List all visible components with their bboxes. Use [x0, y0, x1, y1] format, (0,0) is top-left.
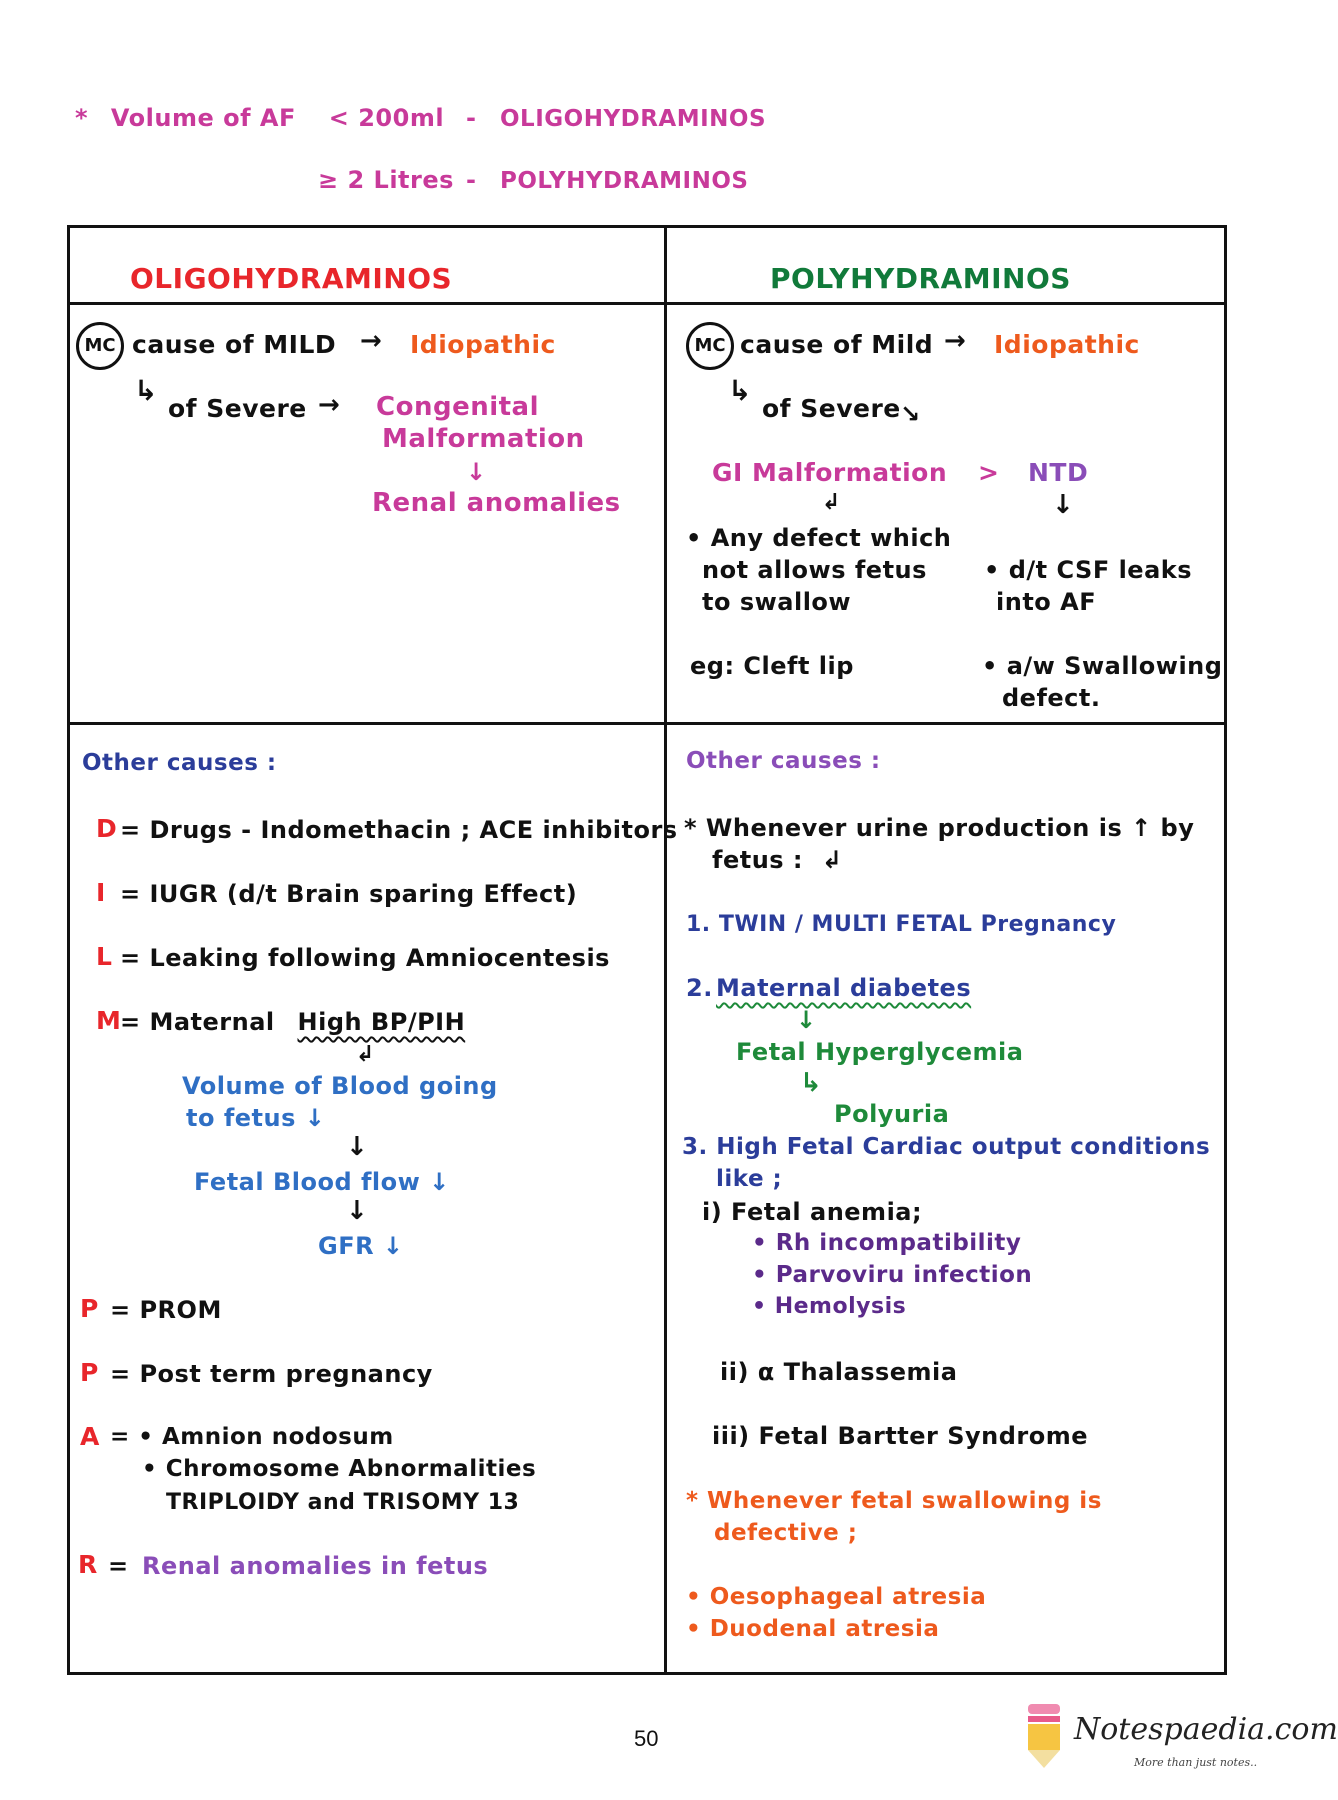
- greater-than: >: [978, 458, 1000, 487]
- twin-pregnancy: 1. TWIN / MULTI FETAL Pregnancy: [686, 912, 1117, 937]
- mild-value: Idiopathic: [410, 330, 556, 359]
- hook-arrow-icon: ↳: [134, 374, 158, 407]
- page-number: 50: [634, 1726, 659, 1751]
- table-divider-middle: [67, 722, 1227, 725]
- volume-high: ≥ 2 Litres: [318, 166, 454, 194]
- mnemonic-p2: P: [80, 1358, 99, 1387]
- arrow-down-icon: ↓: [1052, 490, 1075, 520]
- dash: -: [466, 104, 477, 132]
- hook-arrow-icon: ↲: [821, 846, 843, 874]
- mnemonic-i-text: = IUGR (d/t Brain sparing Effect): [120, 880, 578, 908]
- mild-value: Idiopathic: [994, 330, 1140, 359]
- fetal-anemia: i) Fetal anemia;: [702, 1198, 923, 1226]
- fetal-hyperglycemia: Fetal Hyperglycemia: [736, 1038, 1024, 1066]
- hemolysis: • Hemolysis: [752, 1294, 907, 1319]
- ntd-desc-3: • a/w Swallowing: [982, 652, 1223, 680]
- header-line-1: [75, 104, 444, 132]
- mnemonic-a: A: [80, 1422, 100, 1451]
- mnemonic-d-text: = Drugs - Indomethacin ; ACE inhibitors: [120, 816, 678, 844]
- arrow-down-icon: ↓: [346, 1132, 369, 1162]
- mnemonic-p1-text: = PROM: [110, 1296, 222, 1324]
- table-divider-vertical: [664, 225, 667, 1675]
- thalassemia: ii) α Thalassemia: [720, 1358, 958, 1386]
- arrow-down-icon: ↓: [466, 458, 487, 486]
- rh-incompatibility: • Rh incompatibility: [752, 1230, 1022, 1256]
- mnemonic-p2-text: = Post term pregnancy: [110, 1360, 433, 1388]
- gi-malformation: GI Malformation: [712, 458, 948, 487]
- volume-low: < 200ml: [328, 104, 445, 132]
- arrow-down-right-icon: ↘: [900, 400, 921, 428]
- ntd-desc-2: into AF: [996, 588, 1097, 616]
- dash: -: [466, 166, 477, 194]
- oligo-title: OLIGOHYDRAMINOS: [130, 262, 453, 295]
- duodenal-atresia: • Duodenal atresia: [686, 1616, 940, 1642]
- high-bp-pih: High BP/PIH: [297, 1008, 466, 1036]
- severe-value-3: Renal anomalies: [372, 488, 621, 518]
- mild-label: cause of Mild: [740, 330, 934, 359]
- mc-badge: MC: [76, 322, 124, 370]
- notespaedia-logo: [1022, 1700, 1338, 1780]
- severe-value-2: Malformation: [382, 424, 585, 454]
- hook-arrow-icon: ↲: [356, 1042, 375, 1067]
- flow-2: to fetus ↓: [186, 1104, 326, 1132]
- gi-desc-3: to swallow: [702, 588, 852, 616]
- other-causes-title: Other causes :: [82, 750, 277, 776]
- swallow-line-2: defective ;: [714, 1520, 858, 1546]
- mc-badge: MC: [686, 322, 734, 370]
- swallow-line-1: * Whenever fetal swallowing is: [686, 1488, 1102, 1514]
- cardiac-line-1: 3. High Fetal Cardiac output conditions: [682, 1134, 1211, 1160]
- urine-fetus: fetus :: [712, 846, 804, 874]
- mnemonic-m-label: = Maternal: [120, 1008, 275, 1036]
- other-causes-title: Other causes :: [686, 748, 881, 774]
- mild-label: cause of MILD: [132, 330, 337, 359]
- arrow-down-icon: ↲: [822, 490, 841, 515]
- mnemonic-a-text-1: = • Amnion nodosum: [110, 1424, 394, 1450]
- arrow-right-icon: →: [318, 390, 341, 420]
- ntd-desc-4: defect.: [1002, 684, 1101, 712]
- star-bullet: *: [75, 104, 89, 132]
- gi-desc-2: not allows fetus: [702, 556, 927, 584]
- mc-circle: [76, 322, 124, 370]
- severe-label: of Severe: [168, 394, 307, 423]
- polyuria: Polyuria: [834, 1100, 950, 1128]
- poly-title: POLYHYDRAMINOS: [770, 262, 1071, 295]
- mc-circle: [686, 322, 734, 370]
- mnemonic-m: M: [96, 1006, 122, 1035]
- mnemonic-a-text-3: TRIPLOIDY and TRISOMY 13: [166, 1490, 520, 1515]
- flow-4: GFR ↓: [318, 1232, 404, 1260]
- maternal-diabetes-text: Maternal diabetes: [716, 974, 972, 1002]
- urine-line-2: [712, 846, 842, 874]
- arrow-down-icon: ↓: [346, 1196, 369, 1226]
- gi-desc-1: • Any defect which: [686, 524, 952, 552]
- mnemonic-r-eq: =: [108, 1552, 129, 1580]
- flow-1: Volume of Blood going: [182, 1072, 498, 1100]
- example: eg: Cleft lip: [690, 652, 854, 680]
- hook-arrow-icon: ↳: [728, 374, 752, 407]
- cardiac-line-2: like ;: [716, 1166, 783, 1192]
- mnemonic-l-text: = Leaking following Amniocentesis: [120, 944, 610, 972]
- mnemonic-d: D: [96, 814, 118, 843]
- urine-line-1: * Whenever urine production is ↑ by: [684, 814, 1195, 842]
- arrow-down-icon: ↓: [796, 1006, 817, 1034]
- ntd-desc-1: • d/t CSF leaks: [984, 556, 1193, 584]
- poly-term: POLYHYDRAMINOS: [500, 168, 749, 194]
- maternal-diabetes: [716, 974, 971, 1002]
- ntd: NTD: [1028, 458, 1089, 487]
- mnemonic-r: R: [78, 1550, 98, 1579]
- mnemonic-m-text: [120, 1008, 465, 1036]
- hook-arrow-icon: ↳: [800, 1068, 823, 1098]
- mnemonic-p1: P: [80, 1294, 99, 1323]
- mnemonic-l: L: [96, 942, 113, 971]
- mnemonic-i: I: [96, 878, 106, 907]
- oligo-term: OLIGOHYDRAMINOS: [500, 106, 767, 132]
- volume-label: Volume of AF: [110, 104, 296, 132]
- logo-tagline: More than just notes..: [1134, 1756, 1258, 1769]
- table-divider-header: [67, 302, 1227, 305]
- bartter-syndrome: iii) Fetal Bartter Syndrome: [712, 1422, 1088, 1450]
- flow-3: Fetal Blood flow ↓: [194, 1168, 450, 1196]
- pencil-icon: [1022, 1700, 1066, 1770]
- mnemonic-a-text-2: • Chromosome Abnormalities: [142, 1456, 537, 1482]
- md-num: 2.: [686, 974, 713, 1002]
- logo-text: Notespaedia.com: [1074, 1712, 1338, 1747]
- arrow-right-icon: →: [360, 326, 383, 356]
- oesophageal-atresia: • Oesophageal atresia: [686, 1584, 987, 1610]
- severe-value-1: Congenital: [376, 392, 540, 422]
- severe-label: of Severe: [762, 394, 901, 423]
- parvovirus-infection: • Parvoviru infection: [752, 1262, 1033, 1288]
- arrow-right-icon: →: [944, 326, 967, 356]
- mnemonic-r-text: Renal anomalies in fetus: [142, 1552, 489, 1580]
